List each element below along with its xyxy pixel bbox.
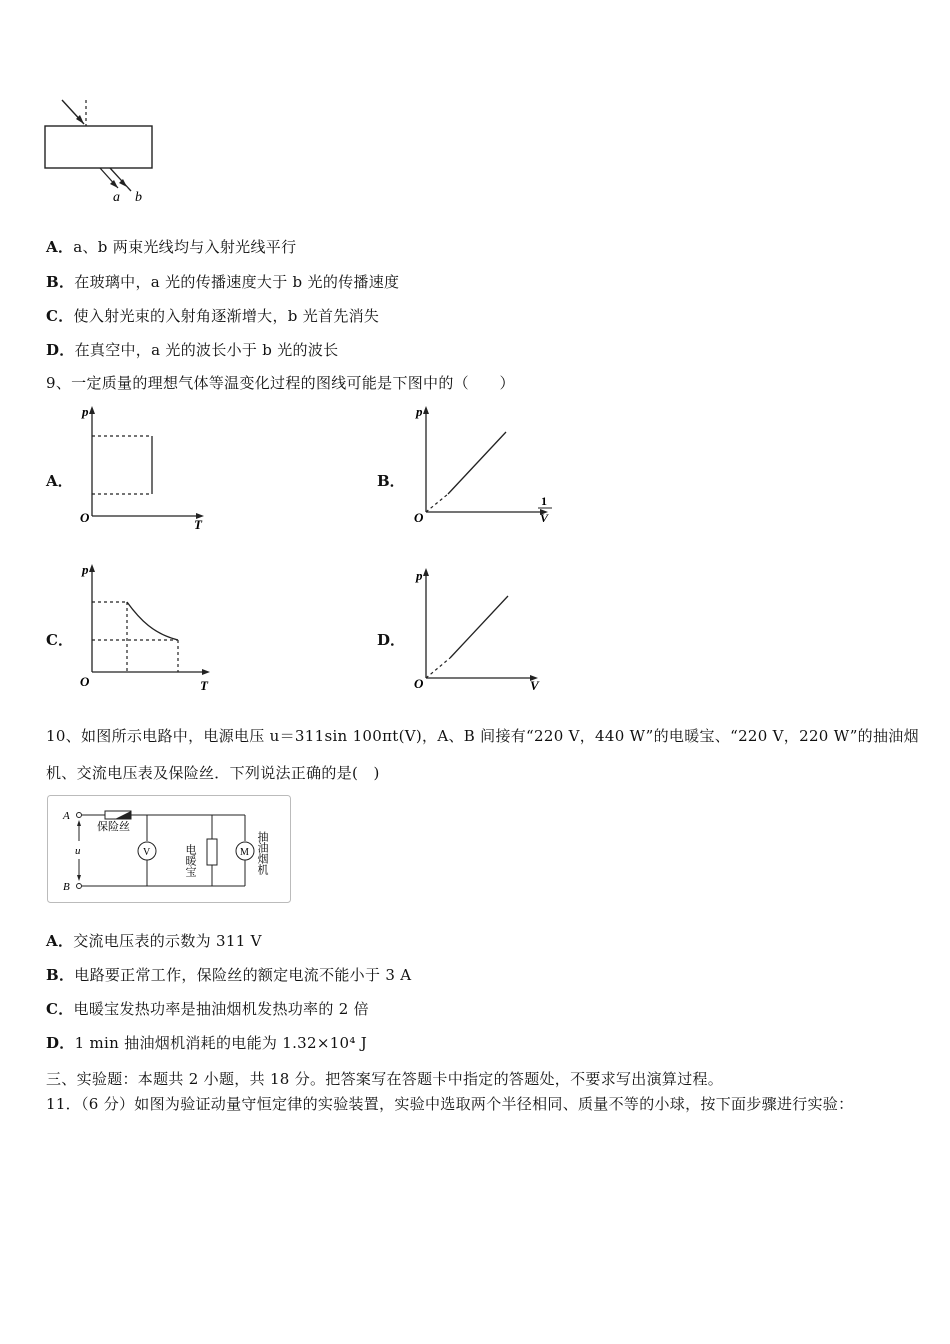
- q9-graph-d: [404, 566, 564, 691]
- x-axis-label: V: [530, 678, 539, 693]
- q10-option-d: [46, 1032, 367, 1053]
- q8-option-b: [46, 271, 399, 292]
- option-label: C．: [46, 1000, 74, 1018]
- y-axis-label: p: [82, 562, 89, 577]
- hood-label: 抽油烟机: [256, 831, 268, 875]
- origin-label: O: [414, 510, 424, 525]
- q9-graph-d-label: D．: [377, 631, 406, 649]
- option-label: D．: [46, 1034, 75, 1052]
- y-axis-label: p: [416, 404, 423, 419]
- q8-option-c: [46, 305, 379, 326]
- option-text: 在真空中，a 光的波长小于 b 光的波长: [74, 341, 339, 359]
- q9-graph-b: [404, 404, 564, 529]
- option-text: 1 min 抽油烟机消耗的电能为 1.32×10⁴ J: [74, 1034, 368, 1052]
- q10-stem-line2: 机、交流电压表及保险丝．下列说法正确的是( ): [46, 764, 380, 782]
- q10-option-c: [46, 998, 369, 1019]
- q8-option-a: [46, 236, 296, 257]
- option-label: A．: [46, 932, 74, 950]
- q9-graph-c-label: C．: [46, 631, 73, 649]
- x-axis-denominator: V: [540, 511, 549, 525]
- motor-label: M: [240, 847, 249, 858]
- option-text: 交流电压表的示数为 311 V: [73, 932, 262, 950]
- option-text: 电路要正常工作，保险丝的额定电流不能小于 3 A: [74, 966, 412, 984]
- heater-label: 电暖宝: [184, 844, 196, 877]
- voltmeter-label: V: [143, 847, 151, 858]
- q10-stem-line1: 10、如图所示电路中，电源电压 u＝311sin 100πt(V)，A、B 间接有“220 V，440 W”的电暖宝、“220 V，220 W”的抽油烟: [46, 727, 919, 745]
- origin-label: O: [414, 676, 424, 691]
- option-label: B．: [46, 273, 75, 291]
- q8-option-d: [46, 339, 338, 360]
- ray-a-label: a: [113, 190, 120, 205]
- option-text: 在玻璃中，a 光的传播速度大于 b 光的传播速度: [74, 273, 400, 291]
- origin-label: O: [80, 674, 90, 689]
- ray-b-label: b: [135, 190, 142, 205]
- q10-option-b: [46, 964, 411, 985]
- q9-graph-b-label: B．: [377, 472, 405, 490]
- terminal-a-label: A: [63, 810, 70, 822]
- section-3-heading: 三、实验题：本题共 2 小题，共 18 分。把答案写在答题卡中指定的答题处，不要求写出演算过程。: [46, 1070, 724, 1088]
- q10-option-a: [46, 930, 262, 951]
- glass-block-figure: [0, 0, 950, 210]
- q9-graph-c: [70, 562, 230, 692]
- option-text: a、b 两束光线均与入射光线平行: [73, 238, 297, 256]
- q9-stem: 9、一定质量的理想气体等温变化过程的图线可能是下图中的（ ）: [46, 374, 515, 392]
- glass-block: [45, 126, 152, 168]
- q11-stem: 11．（6 分）如图为验证动量守恒定律的实验装置，实验中选取两个半径相同、质量不等的小球，按下面步骤进行实验：: [46, 1095, 854, 1113]
- q9-graph-a-label: A．: [46, 472, 73, 490]
- heater-resistor: [207, 839, 217, 865]
- option-text: 电暖宝发热功率是抽油烟机发热功率的 2 倍: [73, 1000, 369, 1018]
- x-axis-label: T: [194, 517, 202, 532]
- option-text: 使入射光束的入射角逐渐增大，b 光首先消失: [73, 307, 380, 325]
- option-label: D．: [46, 341, 75, 359]
- x-axis-numerator: 1: [541, 494, 547, 508]
- x-axis-label: T: [200, 678, 208, 693]
- option-label: A．: [46, 238, 74, 256]
- option-label: C．: [46, 307, 74, 325]
- option-label: B．: [46, 966, 75, 984]
- q10-circuit-diagram: [47, 795, 291, 903]
- ray-b: [110, 168, 131, 191]
- fuse-label: 保险丝: [97, 821, 130, 833]
- voltage-label: u: [75, 845, 81, 857]
- y-axis-label: p: [416, 568, 423, 583]
- origin-label: O: [80, 510, 90, 525]
- terminal-b-label: B: [63, 881, 70, 893]
- q9-graph-a: [70, 404, 220, 532]
- y-axis-label: p: [82, 404, 89, 419]
